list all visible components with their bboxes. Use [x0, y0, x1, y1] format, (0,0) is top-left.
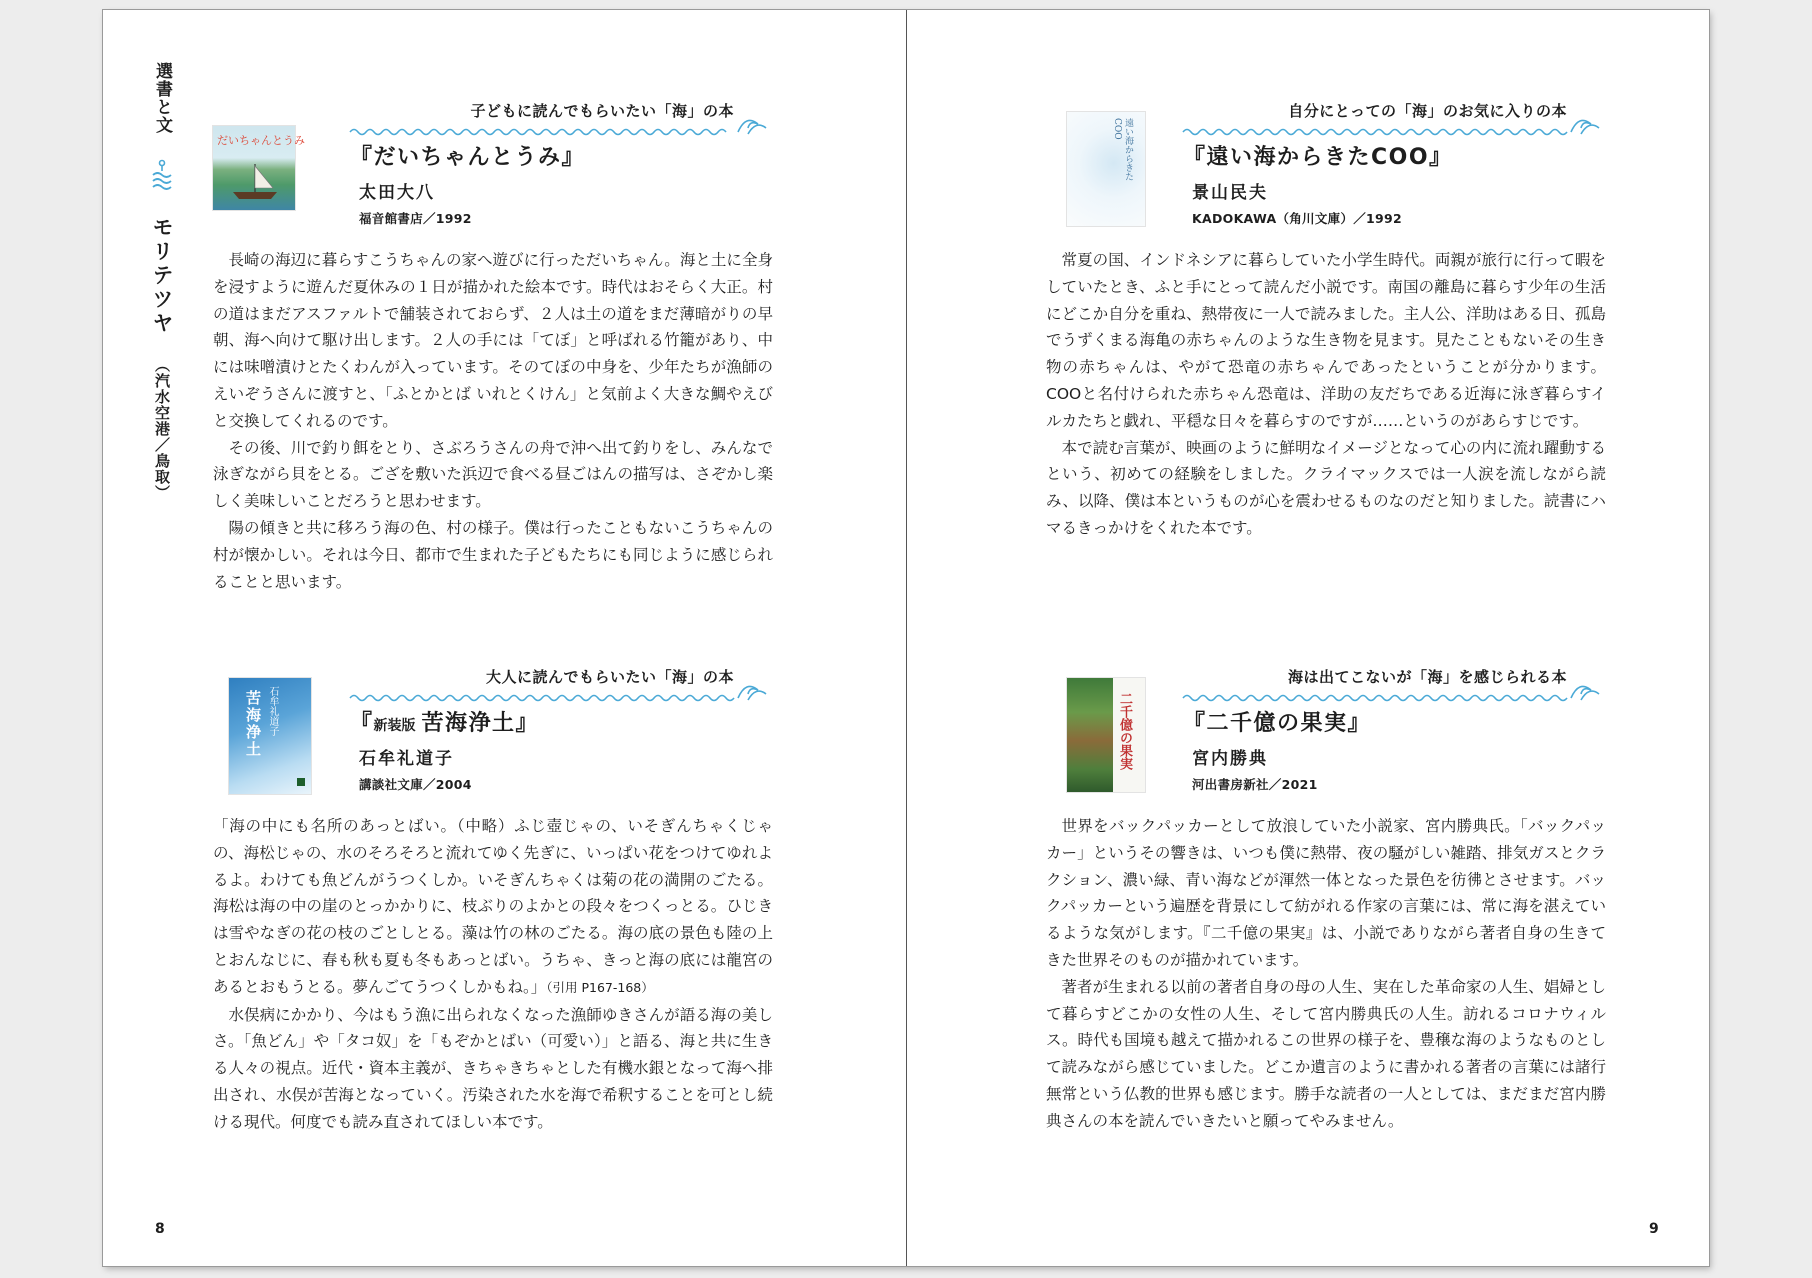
paragraph: 世界をバックパッカーとして放浪していた小説家、宮内勝典氏。「バックパッカー」というその響きは、いつも僕に熱帯、夜の騒がしい雑踏、排気ガスとクラクション、濃い緑、青い海などが渾然一体となった景色を彷彿とさせます。バックパッカーという遍歴を背景にして紡がれる作家の言葉には、常に海を湛えているような気がします。『二千億の果実』は、小説でありながら著者自身の生きてきた世界そのものが描かれています。	[1046, 817, 1606, 969]
book-title: 『二千億の果実』	[1183, 711, 1372, 736]
wave-underline-icon	[350, 678, 772, 706]
review-text	[1046, 247, 1606, 542]
paragraph: 陽の傾きと共に移ろう海の色、村の様子。僕は行ったこともないこうちゃんの村が懐かしい。それは今日、都市で生まれた子どもたちにも同じように感じられることと思います。	[213, 518, 773, 591]
cover-author: 石牟礼道子	[267, 686, 278, 736]
book-title-main: 苦海浄土』	[421, 711, 540, 736]
section-heading	[350, 100, 772, 144]
book-publisher: KADOKAWA（角川文庫）／1992	[1192, 211, 1403, 226]
book-edition: 新装版	[373, 718, 416, 734]
cover-title: だいちゃんとうみ	[217, 134, 305, 147]
wave-icon	[151, 159, 173, 191]
book-title: 『遠い海からきたCOO』	[1183, 145, 1453, 170]
section-heading-label: 海は出てこないが「海」を感じられる本	[1287, 668, 1567, 686]
paragraph: 著者が生まれる以前の著者自身の母の人生、実在した革命家の人生、娼婦として暮らすどこかの女性の人生、そして宮内勝典氏の人生。訪れるコロナウィルス。時代も国境も越えて描かれるこの世界の様子を、豊穣な海のようなものとして読みながら感じていました。どこか遺言のように書かれる著者の言葉には諸行無常という仏教的世界も感じます。勝手な読者の一人としては、まだまだ宮内勝典さんの本を読んでいきたいと願ってやみません。	[1046, 977, 1606, 1130]
book-publisher: 講談社文庫／2004	[359, 777, 472, 792]
book-publisher: 河出書房新社／2021	[1192, 777, 1318, 792]
spine-name: モリテツヤ	[150, 216, 174, 336]
book-author: 宮内勝典	[1192, 749, 1268, 769]
page-number-right: 9	[1649, 1221, 1659, 1237]
cover-title: 二千億の果実	[1117, 692, 1132, 770]
book-cover-nisenoku	[1067, 678, 1145, 792]
gutter-line	[906, 10, 907, 1266]
paragraph: 長崎の海辺に暮らすこうちゃんの家へ遊びに行っただいちゃん。海と土に全身を浸すように遊んだ夏休みの１日が描かれた絵本です。時代はおそらく大正。村の道はまだアスファルトで舗装されておらず、２人は土の道をまだ薄暗がりの早朝、海へ向けて駆け出します。２人の手には「てぼ」と呼ばれる竹籠があり、中には味噌漬けとたくわんが入っています。そのてぼの中身を、少年たちが漁師のえいぞうさんに渡すと、「ふとかとば いれとくけん」と気前よく大きな鯛やえびと交換してくれるのです。	[213, 251, 773, 430]
section-heading-label: 自分にとっての「海」のお気に入りの本	[1288, 102, 1567, 120]
book-cover-kukai	[229, 678, 311, 794]
boat-icon	[227, 162, 283, 202]
wave-underline-icon	[1183, 112, 1605, 140]
quote-citation: （引用 P167-168）	[546, 979, 654, 995]
book-author: 太田大八	[359, 183, 435, 203]
section-heading	[1183, 100, 1605, 144]
cover-title: 遠い海からきたCOO	[1112, 118, 1133, 181]
book-author: 石牟礼道子	[359, 749, 454, 769]
review-text	[1046, 813, 1606, 1135]
wave-underline-icon	[350, 112, 772, 140]
book-spread	[103, 10, 1709, 1266]
spine-sub: （汽水空港／鳥取）	[153, 357, 171, 501]
section-heading-label: 大人に読んでもらいたい「海」の本	[485, 668, 734, 686]
book-author: 景山民夫	[1192, 183, 1268, 203]
cover-badge	[297, 778, 305, 786]
book-title-prefix: 『	[350, 711, 374, 736]
paragraph: 水俣病にかかり、今はもう漁に出られなくなった漁師ゆきさんが語る海の美しさ。「魚どん」や「タコ奴」を「もぞかとばい（可愛い）」と語る、海と共に生きる人々の視点。近代・資本主義が、きちゃきちゃとした有機水銀となって海へ排出され、水俣が苦海となっていく。汚染された水を海で希釈することを可とし続ける現代。何度でも読み直されてほしい本です。	[213, 1005, 773, 1131]
section-heading	[1183, 666, 1605, 710]
page-number-left: 8	[155, 1221, 165, 1237]
review-text	[213, 813, 773, 1136]
quote-text: 「海の中にも名所のあっとばい。（中略）ふじ壺じゃの、いそぎんちゃくじゃの、海松じゃの、水のそろそろと流れてゆく先ぎに、いっぱい花をつけてゆれよるよ。わけても魚どんがうつくしか。いそぎんちゃくは菊の花の満開のごたる。海松は海の中の崖のとっかかりに、枝ぶりのよかとの段々をつくっとる。ひじきは雪やなぎの花の枝のごとしとる。藻は竹の林のごたる。海の底の景色も陸の上とおんなじに、春も秋も夏も冬もあっとばい。うちゃ、きっと海の底には龍宮のあるとおもうとる。夢んごてうつくしかもね。」	[213, 817, 773, 996]
book-cover-coo	[1067, 112, 1145, 226]
book-publisher: 福音館書店／1992	[359, 211, 472, 226]
book-title: 『だいちゃんとうみ』	[350, 145, 586, 170]
review-text	[213, 247, 773, 595]
paragraph: その後、川で釣り餌をとり、さぶろうさんの舟で沖へ出て釣りをし、みんなで泳ぎながら貝をとる。ござを敷いた浜辺で食べる昼ごはんの描写は、さぞかし楽しく美味しいことだろうと思わせます。	[213, 438, 773, 511]
spine-top-text: 選書と文	[152, 62, 172, 134]
spine-label	[149, 62, 175, 501]
cover-title: 苦海浄土	[244, 690, 262, 758]
book-title	[350, 706, 539, 737]
paragraph: 常夏の国、インドネシアに暮らしていた小学生時代。両親が旅行に行って暇をしていたとき、ふと手にとって読んだ小説です。南国の離島に暮らす少年の生活にどこか自分を重ね、熱帯夜に一人で読みました。主人公、洋助はある日、孤島でうずくまる海亀の赤ちゃんのような生き物を見ます。見たこともないその生き物の赤ちゃんは、やがて恐竜の赤ちゃんであったということが分かります。COOと名付けられた赤ちゃん恐竜は、洋助の友だちである近海に泳ぎ暮らすイルカたちと戯れ、平穏な日々を暮らすのですが……というのがあらすじです。	[1046, 251, 1606, 430]
section-heading-label: 子どもに読んでもらいたい「海」の本	[470, 102, 734, 120]
paragraph: 本で読む言葉が、映画のように鮮明なイメージとなって心の内に流れ躍動するという、初めての経験をしました。クライマックスでは一人涙を流しながら読み、以降、僕は本というものが心を震わせるものなのだと知りました。読書にハマるきっかけをくれた本です。	[1046, 438, 1606, 537]
book-cover-daichan	[213, 126, 305, 210]
cover-art	[1067, 678, 1113, 792]
section-heading	[350, 666, 772, 710]
wave-underline-icon	[1183, 678, 1605, 706]
quote-paragraph	[213, 813, 773, 1002]
